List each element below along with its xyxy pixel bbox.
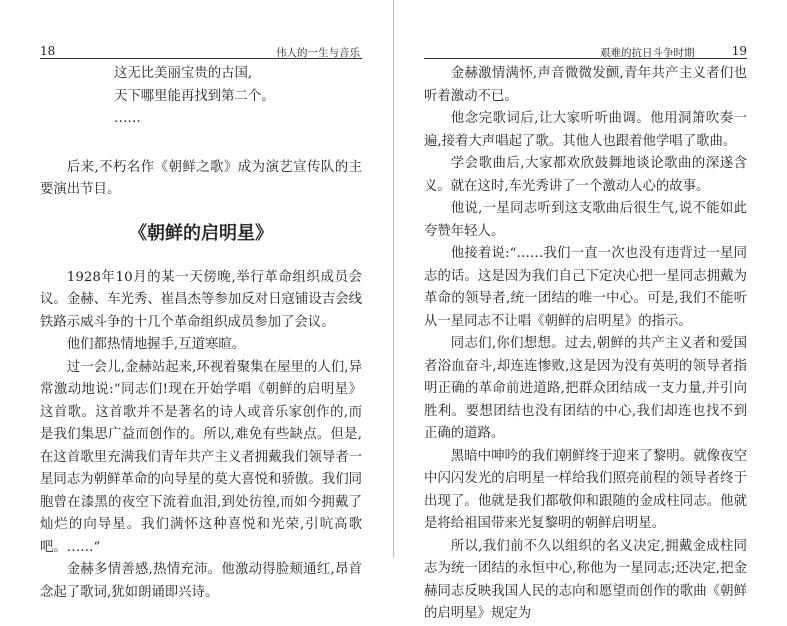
page-number: 19 <box>731 44 747 58</box>
paragraph: 他念完歌词后,让大家听听曲调。他用洞箫吹奏一遍,接着大声唱起了歌。其他人也跟着他学唱了歌曲。 <box>424 111 747 149</box>
paragraph: 后来,不朽名作《朝鲜之歌》成为演艺宣传队的主要演出节目。 <box>40 159 362 197</box>
paragraph: 1928年10月的某一天傍晚,举行革命组织成员会议。金赫、车光秀、崔昌杰等参加反对日寇铺设吉会线铁路示威斗争的十几个革命组织成员参加了会议。 <box>40 269 362 330</box>
header-rule <box>424 58 747 59</box>
paragraph: 所以,我们前不久以组织的名义决定,拥戴金成柱同志为统一团结的永恒中心,称他为一星同志;还决定,把金赫同志反映我国人民的志向和愿望而创作的歌曲《朝鲜的启明星》规定为 <box>424 538 747 621</box>
page-body <box>424 63 747 626</box>
left-page <box>0 0 393 600</box>
section-gap <box>40 131 362 157</box>
paragraph: 黑暗中呻吟的我们朝鲜终于迎来了黎明。就像夜空中闪闪发光的启明星一样给我们照亮前程的领导者终于出现了。他就是我们都敬仰和跟随的金成柱同志。他就是将给祖国带来光复黎明的朝鲜启明星。 <box>424 448 747 531</box>
chapter-title: 《朝鲜的启明星》 <box>129 222 273 244</box>
paragraph: 金赫多情善感,热情充沛。他激动得脸颊通红,昂首念起了歌词,犹如朗诵即兴诗。 <box>40 562 362 600</box>
page-number: 18 <box>40 44 56 58</box>
paragraph: 他们都热情地握手,互道寒暄。 <box>66 337 246 352</box>
verse-line: 天下哪里能再找到第二个。 <box>114 88 275 104</box>
paragraph: 过一会儿,金赫站起来,环视着聚集在屋里的人们,异常激动地说:“同志们!现在开始学唱《朝鲜的启明星》这首歌。这首歌并不是著名的诗人或音乐家创作的,而是我们集思广益而创作的。所以,难免有些缺点。但是,在这首歌里充满我们青年共产主义者拥戴我们领导者一星同志为朝鲜革命的向导星的莫大喜悦和骄傲。我们同胞曾在漆黑的夜空下流着血泪,到处彷徨,而如今拥戴了灿烂的向导星。我们满怀这种喜悦和光荣,引吭高歌吧。……” <box>40 359 362 555</box>
running-title: 艰难的抗日斗争时期 <box>600 47 695 59</box>
paragraph: 金赫激情满怀,声音微微发颤,青年共产主义者们也听着激动不已。 <box>424 66 747 104</box>
page-body <box>40 63 362 604</box>
verse-line: 这无比美丽宝贵的古国, <box>114 66 253 81</box>
paragraph: 同志们,你们想想。过去,朝鲜的共产主义者和爱国者浴血奋斗,却连连惨败,这是因为没有英明的领导者指明正确的革命前进道路,把群众团结成一支力量,并引向胜利。要想团结也没有团结的中心,我们却连也找不到正确的道路。 <box>424 336 747 441</box>
running-title: 伟人的一生与音乐 <box>276 47 360 59</box>
paragraph: 学会歌曲后,大家都欢欣鼓舞地谈论歌曲的深遂含义。就在这时,车光秀讲了一个激动人心的故事。 <box>424 156 747 194</box>
verse-line: …… <box>114 111 141 126</box>
right-page <box>394 0 787 621</box>
paragraph: 他接着说:“……我们一直一次也没有违背过一星同志的话。这是因为我们自己下定决心把一星同志拥戴为革命的领导者,统一团结的唯一中心。可是,我们不能听从一星同志不让唱《朝鲜的启明星》的指示。 <box>424 246 747 329</box>
header-rule <box>40 58 362 59</box>
paragraph: 他说,一星同志听到这支歌曲后很生气,说不能如此夸赞年轻人。 <box>424 201 747 239</box>
